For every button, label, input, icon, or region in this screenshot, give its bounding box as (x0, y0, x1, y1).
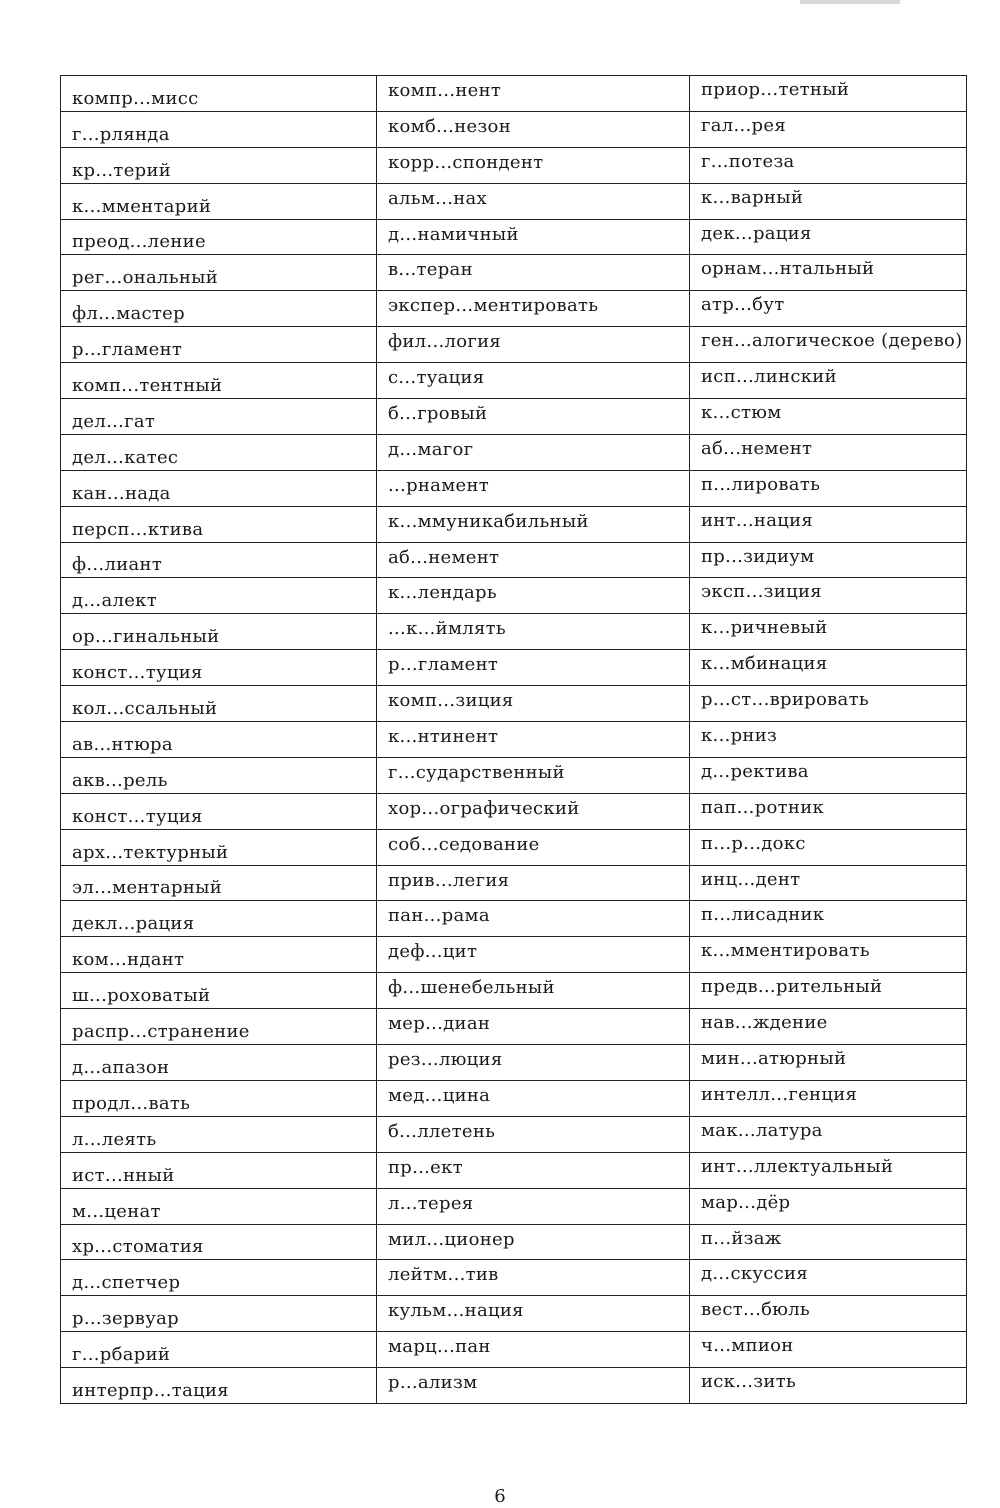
table-row (61, 1296, 967, 1332)
word-cell-col-3: вест...бюль (690, 1296, 967, 1332)
word-cell-col-3: мин...атюрный (690, 1045, 967, 1081)
word-cell-col-2: к...нтинент (377, 722, 690, 758)
word-cell-col-3: п...р...докс (690, 829, 967, 865)
table-row (61, 76, 967, 112)
word-cell-col-3: к...ричневый (690, 614, 967, 650)
words-table-body (61, 76, 967, 1404)
word-cell-col-2: ф...шенебельный (377, 973, 690, 1009)
table-row (61, 1045, 967, 1081)
word-cell-col-2: к...ммуникабильный (377, 506, 690, 542)
word-cell-col-2: лейтм...тив (377, 1260, 690, 1296)
word-cell-col-2: соб...седование (377, 829, 690, 865)
word-cell-col-3: к...рниз (690, 722, 967, 758)
word-cell-col-2: ...рнамент (377, 470, 690, 506)
table-row (61, 434, 967, 470)
word-cell-col-3: инц...дент (690, 865, 967, 901)
word-cell-col-1: дел...катес (61, 434, 377, 470)
word-cell-col-2: д...намичный (377, 219, 690, 255)
word-cell-col-1: р...гламент (61, 327, 377, 363)
word-cell-col-3: мак...латура (690, 1116, 967, 1152)
word-cell-col-1: продл...вать (61, 1080, 377, 1116)
word-cell-col-1: распр...странение (61, 1009, 377, 1045)
word-cell-col-3: ч...мпион (690, 1332, 967, 1368)
word-cell-col-2: р...ализм (377, 1368, 690, 1404)
table-row (61, 363, 967, 399)
table-row (61, 686, 967, 722)
table-row (61, 1152, 967, 1188)
table-row (61, 1116, 967, 1152)
word-cell-col-3: дек...рация (690, 219, 967, 255)
word-cell-col-1: кр...терий (61, 147, 377, 183)
table-row (61, 1080, 967, 1116)
table-row (61, 650, 967, 686)
word-cell-col-1: д...спетчер (61, 1260, 377, 1296)
word-cell-col-2: пр...ект (377, 1152, 690, 1188)
word-cell-col-2: фил...логия (377, 327, 690, 363)
table-row (61, 147, 967, 183)
word-cell-col-2: мил...ционер (377, 1224, 690, 1260)
scan-edge-mark (800, 0, 900, 4)
word-cell-col-2: б...гровый (377, 399, 690, 435)
word-cell-col-2: в...теран (377, 255, 690, 291)
table-row (61, 757, 967, 793)
word-cell-col-3: гал...рея (690, 111, 967, 147)
table-row (61, 973, 967, 1009)
table-row (61, 506, 967, 542)
word-cell-col-2: б...ллетень (377, 1116, 690, 1152)
word-cell-col-2: рез...люция (377, 1045, 690, 1081)
word-cell-col-1: хр...стоматия (61, 1224, 377, 1260)
table-row (61, 865, 967, 901)
word-cell-col-1: г...рлянда (61, 111, 377, 147)
table-row (61, 793, 967, 829)
word-cell-col-1: г...рбарий (61, 1332, 377, 1368)
word-cell-col-1: р...зервуар (61, 1296, 377, 1332)
word-cell-col-3: орнам...нтальный (690, 255, 967, 291)
word-cell-col-2: л...терея (377, 1188, 690, 1224)
word-cell-col-3: интелл...генция (690, 1080, 967, 1116)
word-cell-col-1: арх...тектурный (61, 829, 377, 865)
table-row (61, 829, 967, 865)
word-cell-col-2: г...сударственный (377, 757, 690, 793)
word-cell-col-2: к...лендарь (377, 578, 690, 614)
word-cell-col-2: хор...ографический (377, 793, 690, 829)
word-cell-col-2: мед...цина (377, 1080, 690, 1116)
table-row (61, 1224, 967, 1260)
word-cell-col-3: инт...нация (690, 506, 967, 542)
word-cell-col-2: кульм...нация (377, 1296, 690, 1332)
word-cell-col-3: к...мбинация (690, 650, 967, 686)
word-cell-col-1: конст...туция (61, 650, 377, 686)
table-row (61, 1368, 967, 1404)
word-cell-col-2: прив...легия (377, 865, 690, 901)
word-cell-col-1: ш...роховатый (61, 973, 377, 1009)
words-table (60, 75, 967, 1404)
word-cell-col-1: ф...лиант (61, 542, 377, 578)
table-row (61, 1260, 967, 1296)
word-cell-col-1: кан...нада (61, 470, 377, 506)
word-cell-col-3: д...скуссия (690, 1260, 967, 1296)
word-cell-col-1: ком...ндант (61, 937, 377, 973)
word-cell-col-3: р...ст...врировать (690, 686, 967, 722)
word-cell-col-2: альм...нах (377, 183, 690, 219)
table-row (61, 111, 967, 147)
word-cell-col-3: ген...алогическое (дерево) (690, 327, 967, 363)
word-cell-col-2: экспер...ментировать (377, 291, 690, 327)
word-cell-col-3: исп...линский (690, 363, 967, 399)
table-row (61, 614, 967, 650)
word-cell-col-3: атр...бут (690, 291, 967, 327)
word-cell-col-1: кол...ссальный (61, 686, 377, 722)
table-row (61, 578, 967, 614)
table-row (61, 470, 967, 506)
word-cell-col-1: компр...мисс (61, 76, 377, 112)
word-cell-col-1: рег...ональный (61, 255, 377, 291)
table-row (61, 1332, 967, 1368)
word-cell-col-3: приор...тетный (690, 76, 967, 112)
table-row (61, 1188, 967, 1224)
word-cell-col-1: акв...рель (61, 757, 377, 793)
word-cell-col-1: д...алект (61, 578, 377, 614)
word-cell-col-2: комб...незон (377, 111, 690, 147)
word-cell-col-2: корр...спондент (377, 147, 690, 183)
word-cell-col-2: аб...немент (377, 542, 690, 578)
word-cell-col-1: к...мментарий (61, 183, 377, 219)
word-cell-col-3: к...варный (690, 183, 967, 219)
word-cell-col-1: персп...ктива (61, 506, 377, 542)
word-cell-col-2: д...магог (377, 434, 690, 470)
word-cell-col-2: ...к...ймлять (377, 614, 690, 650)
word-cell-col-1: ав...нтюра (61, 722, 377, 758)
word-cell-col-2: марц...пан (377, 1332, 690, 1368)
word-cell-col-2: комп...нент (377, 76, 690, 112)
word-cell-col-2: пан...рама (377, 901, 690, 937)
table-row (61, 399, 967, 435)
word-cell-col-1: л...леять (61, 1116, 377, 1152)
word-cell-col-1: преод...ление (61, 219, 377, 255)
table-row (61, 255, 967, 291)
table-row (61, 327, 967, 363)
word-cell-col-3: п...йзаж (690, 1224, 967, 1260)
word-cell-col-2: комп...зиция (377, 686, 690, 722)
word-cell-col-3: инт...ллектуальный (690, 1152, 967, 1188)
word-cell-col-3: предв...рительный (690, 973, 967, 1009)
word-cell-col-3: к...мментировать (690, 937, 967, 973)
word-cell-col-1: декл...рация (61, 901, 377, 937)
word-cell-col-3: пр...зидиум (690, 542, 967, 578)
word-cell-col-3: аб...немент (690, 434, 967, 470)
table-row (61, 542, 967, 578)
word-cell-col-3: мар...дёр (690, 1188, 967, 1224)
word-cell-col-2: деф...цит (377, 937, 690, 973)
word-cell-col-1: ор...гинальный (61, 614, 377, 650)
table-row (61, 901, 967, 937)
word-cell-col-1: интерпр...тация (61, 1368, 377, 1404)
word-cell-col-3: к...стюм (690, 399, 967, 435)
word-cell-col-3: иск...зить (690, 1368, 967, 1404)
table-row (61, 183, 967, 219)
word-cell-col-1: комп...тентный (61, 363, 377, 399)
word-cell-col-3: нав...ждение (690, 1009, 967, 1045)
word-cell-col-1: ист...нный (61, 1152, 377, 1188)
word-cell-col-1: дел...гат (61, 399, 377, 435)
word-cell-col-2: мер...диан (377, 1009, 690, 1045)
word-cell-col-2: с...туация (377, 363, 690, 399)
word-cell-col-3: д...ректива (690, 757, 967, 793)
table-row (61, 291, 967, 327)
word-cell-col-3: эксп...зиция (690, 578, 967, 614)
page-number: 6 (494, 1486, 506, 1507)
word-cell-col-1: эл...ментарный (61, 865, 377, 901)
table-row (61, 219, 967, 255)
word-cell-col-1: конст...туция (61, 793, 377, 829)
table-row (61, 1009, 967, 1045)
word-cell-col-1: д...апазон (61, 1045, 377, 1081)
word-cell-col-3: г...потеза (690, 147, 967, 183)
table-row (61, 722, 967, 758)
word-cell-col-2: р...гламент (377, 650, 690, 686)
word-cell-col-1: м...ценат (61, 1188, 377, 1224)
word-cell-col-3: пап...ротник (690, 793, 967, 829)
word-cell-col-3: п...лировать (690, 470, 967, 506)
word-cell-col-3: п...лисадник (690, 901, 967, 937)
word-cell-col-1: фл...мастер (61, 291, 377, 327)
table-row (61, 937, 967, 973)
